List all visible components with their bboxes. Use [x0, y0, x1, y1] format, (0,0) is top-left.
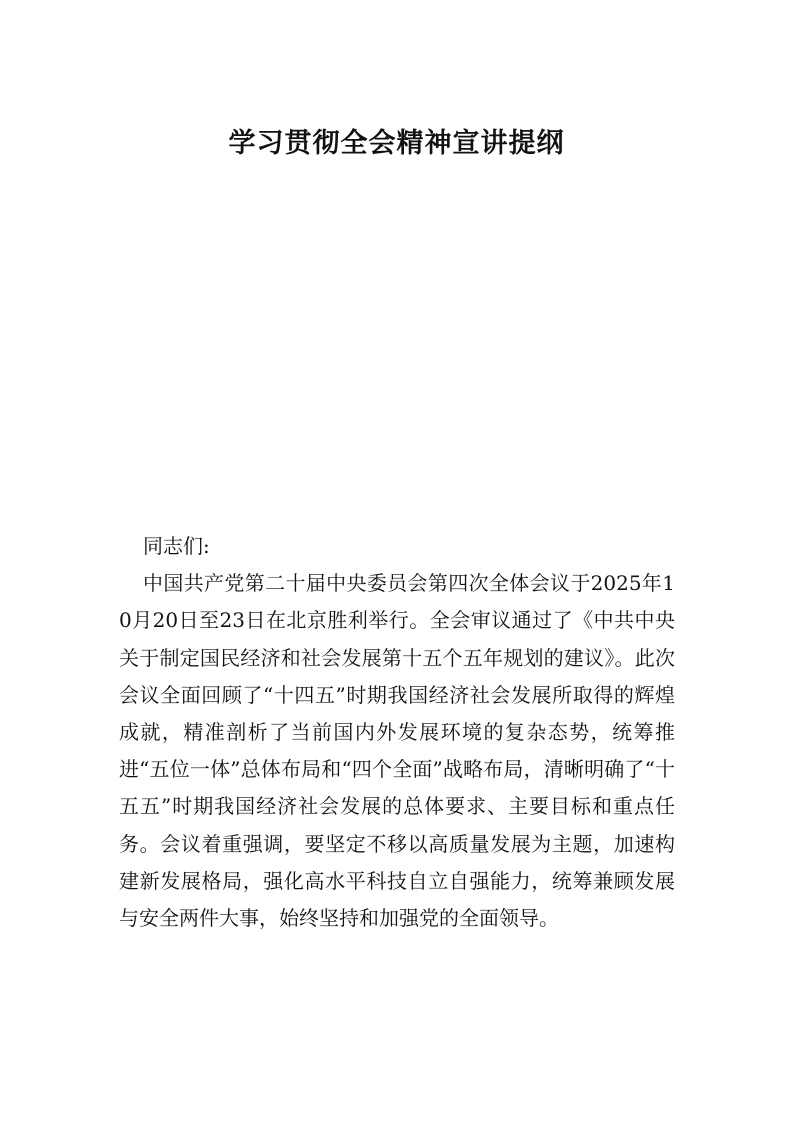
paragraph: 中国共产党第二十届中央委员会第四次全体会议于2025年10月20日至23日在北京胜利举行。全会审议通过了《中共中央关于制定国民经济和社会发展第十五个五年规划的建议》。此次会议全面回顾了“十四五”时期我国经济社会发展所取得的辉煌成就，精准剖析了当前国内外发展环境的复杂态势，统筹推进“五位一体”总体布局和“四个全面”战略布局，清晰明确了“十五五”时期我国经济社会发展的总体要求、主要目标和重点任务。会议着重强调，要坚定不移以高质量发展为主题，加速构建新发展格局，强化高水平科技自立自强能力，统筹兼顾发展与安全两件大事，始终坚持和加强党的全面领导。: [119, 571, 675, 931]
document-title: 学习贯彻全会精神宣讲提纲: [228, 128, 565, 159]
document-body: [119, 528, 675, 937]
salutation: 同志们:: [143, 534, 210, 558]
